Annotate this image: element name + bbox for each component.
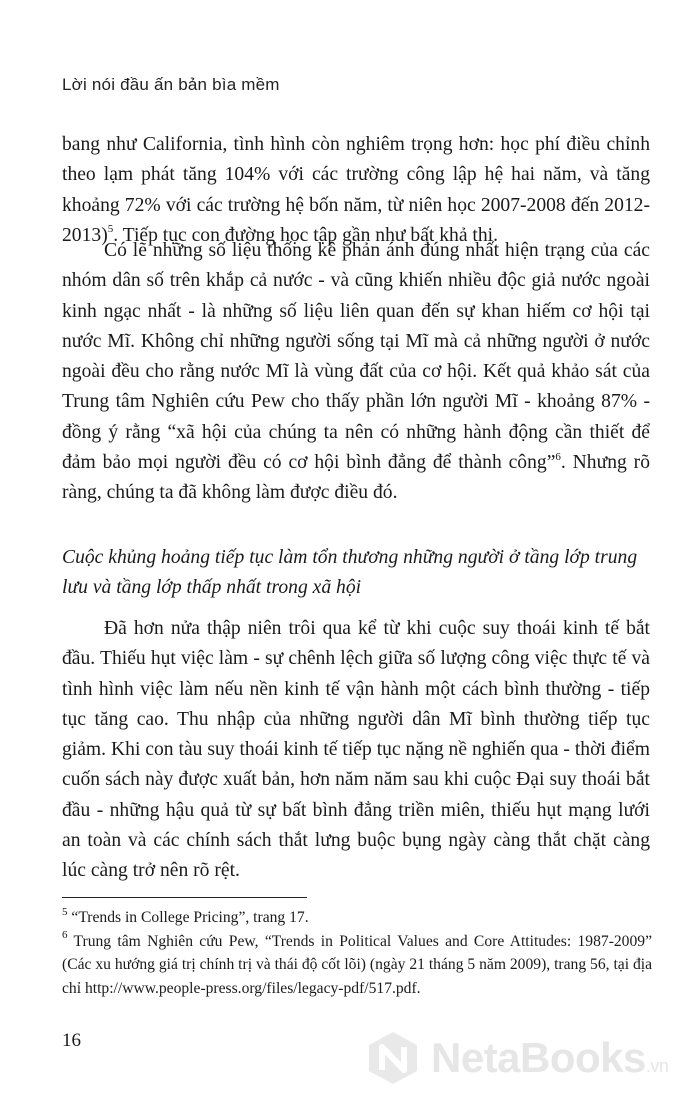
paragraph-1-tail: . Tiếp tục con đường học tập gần như bất khả thi. <box>113 224 499 246</box>
footnote-6 <box>62 930 652 1001</box>
footnote-mark-5: 5 <box>62 905 68 918</box>
watermark-suffix: .vn <box>645 1056 669 1076</box>
footnote-divider <box>62 897 307 898</box>
watermark-text <box>431 1034 668 1082</box>
watermark <box>365 1030 695 1090</box>
paragraph-3-text: Đã hơn nửa thập niên trôi qua kể từ khi cuộc suy thoái kinh tế bắt đầu. Thiếu hụt việc làm - sự chênh lệch giữa số lượng công việc thực tế và tình hình việc làm nếu nền kinh tế vận hành một cách bình thường - tiếp tục tăng cao. Thu nhập của những người dân Mĩ bình thường tiếp tục giảm. Khi con tàu suy thoái kinh tế tiếp tục nặng nề nghiến qua - thời điểm cuốn sách này được xuất bản, hơn năm năm sau khi cuộc Đại suy thoái bắt đầu - những hậu quả từ sự bất bình đẳng triền miên, thiếu hụt mạng lưới an toàn và các chính sách thắt lưng buộc bụng ngày càng thắt chặt càng lúc càng trở nên rõ rệt. <box>62 618 650 882</box>
footnote-mark-6: 6 <box>62 929 68 942</box>
netabooks-logo-icon <box>365 1030 421 1086</box>
paragraph-3 <box>62 614 650 887</box>
paragraph-1 <box>62 130 650 251</box>
paragraph-1-text: bang như California, tình hình còn nghiêm trọng hơn: học phí điều chỉnh theo lạm phát tăng 104% với các trường công lập hệ hai năm, và tăng khoảng 72% với các trường hệ bốn năm, từ niên học 2007-2008 đến 2012-2013) <box>62 134 650 246</box>
page-number: 16 <box>62 1030 81 1051</box>
footnote-ref-6[interactable]: 6 <box>555 450 561 463</box>
footnote-6-text: Trung tâm Nghiên cứu Pew, “Trends in Political Values and Core Attitudes: 1987-2009” (Các xu hướng giá trị chính trị và thái độ cốt lõi) (ngày 21 tháng 5 năm 2009), trang 56, tại địa chỉ http://www.people-press.org/files/legacy-pdf/517.pdf. <box>62 932 652 997</box>
footnotes <box>62 906 652 1000</box>
paragraph-2-tail: . Nhưng rõ ràng, chúng ta đã không làm được điều đó. <box>62 452 650 504</box>
running-title: Lời nói đầu ấn bản bìa mềm <box>62 75 280 94</box>
footnote-ref-5[interactable]: 5 <box>107 223 114 236</box>
paragraph-2 <box>62 236 650 509</box>
footnote-5-text: “Trends in College Pricing”, trang 17. <box>71 909 309 926</box>
watermark-brand: NetaBooks <box>431 1034 646 1081</box>
section-heading: Cuộc khủng hoảng tiếp tục làm tổn thương những người ở tầng lớp trung lưu và tầng lớp thấp nhất trong xã hội <box>62 547 638 598</box>
footnote-5 <box>62 906 652 930</box>
paragraph-2-text: Có lẽ những số liệu thống kê phản ánh đúng nhất hiện trạng của các nhóm dân số trên khắp cả nước - và cũng khiến nhiều độc giả nước ngoài kinh ngạc nhất - là những số liệu liên quan đến sự khan hiếm cơ hội tại nước Mĩ. Không chỉ những người sống tại Mĩ mà cả những người ở nước ngoài đều cho rằng nước Mĩ là vùng đất của cơ hội. Kết quả khảo sát của Trung tâm Nghiên cứu Pew cho thấy phần lớn người Mĩ - khoảng 87% - đồng ý rằng “xã hội của chúng ta nên có những hành động cần thiết để đảm bảo mọi người đều có cơ hội bình đẳng để thành công” <box>62 240 650 474</box>
